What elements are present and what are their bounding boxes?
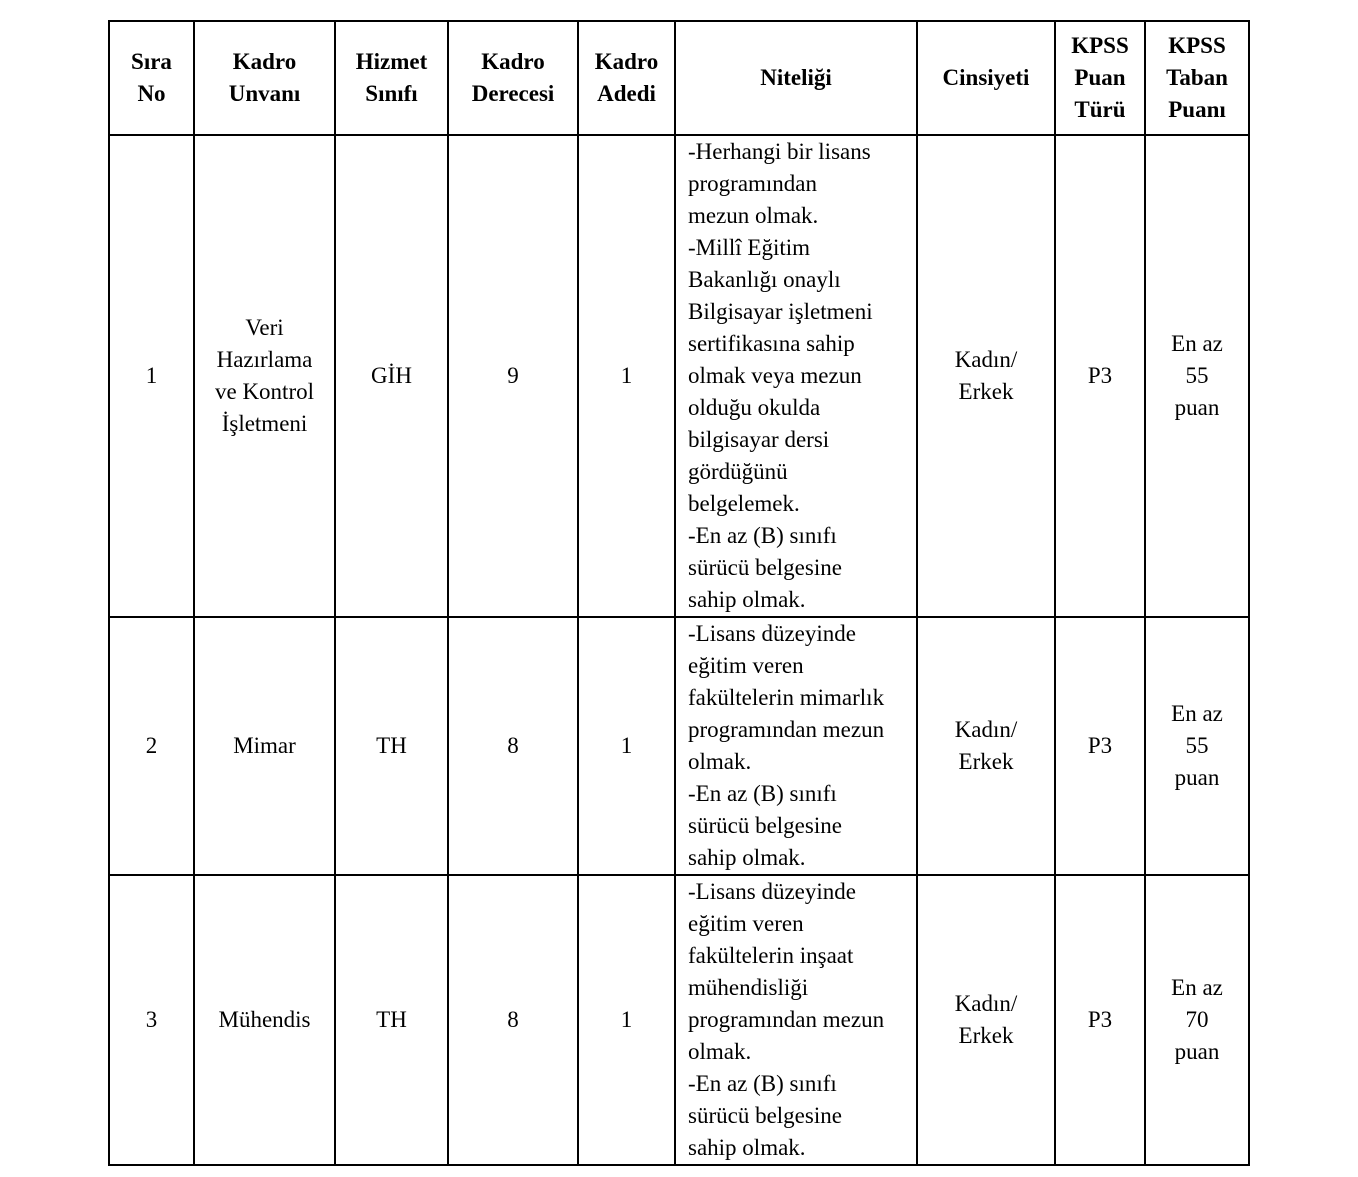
cell-sira-no: 1 xyxy=(109,135,194,617)
cell-kadro-adedi: 1 xyxy=(578,135,675,617)
cell-hizmet-sinifi: TH xyxy=(335,617,448,875)
cell-sira-no: 3 xyxy=(109,875,194,1165)
cell-cinsiyeti: Kadın/ Erkek xyxy=(917,875,1055,1165)
cell-kadro-unvani: Veri Hazırlama ve Kontrol İşletmeni xyxy=(194,135,335,617)
cell-kadro-derecesi: 8 xyxy=(448,875,578,1165)
table-row xyxy=(109,135,1249,617)
cell-kadro-adedi: 1 xyxy=(578,617,675,875)
header-row xyxy=(109,21,1249,135)
cell-kpss-puan-turu: P3 xyxy=(1055,135,1145,617)
header-niteligi: Niteliği xyxy=(675,21,917,135)
header-hizmet-sinifi: Hizmet Sınıfı xyxy=(335,21,448,135)
cell-kpss-puan-turu: P3 xyxy=(1055,875,1145,1165)
table-row xyxy=(109,875,1249,1165)
cell-hizmet-sinifi: GİH xyxy=(335,135,448,617)
header-kadro-derecesi: Kadro Derecesi xyxy=(448,21,578,135)
cell-cinsiyeti: Kadın/ Erkek xyxy=(917,617,1055,875)
header-cinsiyeti: Cinsiyeti xyxy=(917,21,1055,135)
cell-kadro-derecesi: 8 xyxy=(448,617,578,875)
header-kpss-taban-puani: KPSS Taban Puanı xyxy=(1145,21,1249,135)
cell-hizmet-sinifi: TH xyxy=(335,875,448,1165)
header-kadro-unvani: Kadro Unvanı xyxy=(194,21,335,135)
header-kpss-puan-turu: KPSS Puan Türü xyxy=(1055,21,1145,135)
cell-niteligi: -Lisans düzeyinde eğitim veren fakültelerin mimarlık programından mezun olmak. -En az (B) sınıfı sürücü belgesine sahip olmak. xyxy=(675,617,917,875)
cell-kadro-unvani: Mimar xyxy=(194,617,335,875)
cell-kpss-taban-puani: En az 55 puan xyxy=(1145,135,1249,617)
table-row xyxy=(109,617,1249,875)
cell-kpss-puan-turu: P3 xyxy=(1055,617,1145,875)
cell-kpss-taban-puani: En az 55 puan xyxy=(1145,617,1249,875)
cell-kadro-unvani: Mühendis xyxy=(194,875,335,1165)
cell-niteligi: -Herhangi bir lisans programından mezun olmak. -Millî Eğitim Bakanlığı onaylı Bilgisayar işletmeni sertifikasına sahip olmak veya mezun olduğu okulda bilgisayar dersi gördüğünü belgelemek. -En az (B) sınıfı sürücü belgesine sahip olmak. xyxy=(675,135,917,617)
cell-niteligi: -Lisans düzeyinde eğitim veren fakültelerin inşaat mühendisliği programından mezun olmak. -En az (B) sınıfı sürücü belgesine sahip olmak. xyxy=(675,875,917,1165)
cell-kpss-taban-puani: En az 70 puan xyxy=(1145,875,1249,1165)
cell-sira-no: 2 xyxy=(109,617,194,875)
header-kadro-adedi: Kadro Adedi xyxy=(578,21,675,135)
cell-kadro-derecesi: 9 xyxy=(448,135,578,617)
kadro-table xyxy=(108,20,1250,1166)
cell-kadro-adedi: 1 xyxy=(578,875,675,1165)
cell-cinsiyeti: Kadın/ Erkek xyxy=(917,135,1055,617)
header-sira-no: Sıra No xyxy=(109,21,194,135)
